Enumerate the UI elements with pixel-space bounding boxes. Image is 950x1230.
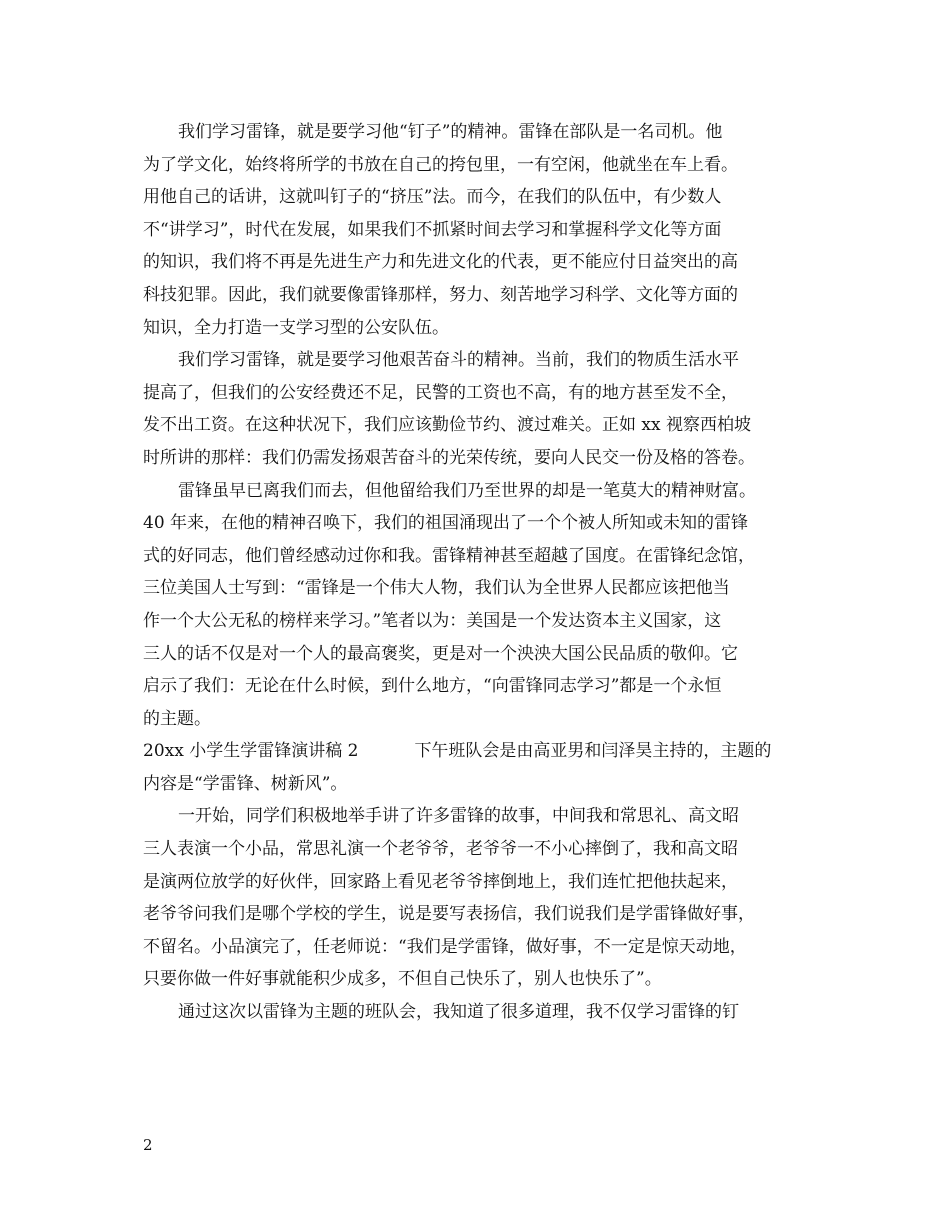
body-text <box>143 116 833 1029</box>
text-line: 的知识，我们将不再是先进生产力和先进文化的代表，更不能应付日益突出的高 <box>143 252 738 273</box>
section-continuation: 下午班队会是由高亚男和闫泽昊主持的，主题的 <box>414 741 772 762</box>
text-line: 内容是“学雷锋、树新风”。 <box>143 773 348 794</box>
text-line: 的主题。 <box>143 708 211 729</box>
text-line: 时所讲的那样：我们仍需发扬艰苦奋斗的光荣传统，要向人民交一份及格的答卷。 <box>143 447 755 468</box>
text-line: 作一个大公无私的榜样来学习。”笔者以为：美国是一个发达资本主义国家，这 <box>143 610 722 631</box>
text-line: 雷锋虽早已离我们而去，但他留给我们乃至世界的却是一笔莫大的精神财富。 <box>178 480 756 501</box>
text-line: 提高了，但我们的公安经费还不足，民警的工资也不高，有的地方甚至发不全， <box>143 382 738 403</box>
text-line: 一开始，同学们积极地举手讲了许多雷锋的故事，中间我和常思礼、高文昭 <box>178 806 739 827</box>
text-line: 只要你做一件好事就能积少成多，不但自己快乐了，别人也快乐了”。 <box>143 969 662 990</box>
text-line: 是演两位放学的好伙伴，回家路上看见老爷爷摔倒地上，我们连忙把他扶起来， <box>143 871 738 892</box>
text-line: 为了学文化，始终将所学的书放在自己的挎包里，一有空闲，他就坐在车上看。 <box>143 154 738 175</box>
text-line: 我们学习雷锋，就是要学习他艰苦奋斗的精神。当前，我们的物质生活水平 <box>178 350 739 371</box>
page-number: 2 <box>143 1136 153 1154</box>
text-line: 知识，全力打造一支学习型的公安队伍。 <box>143 317 449 338</box>
text-line: 科技犯罪。因此，我们就要像雷锋那样，努力、刻苦地学习科学、文化等方面的 <box>143 284 738 305</box>
text-line: 不留名。小品演完了，任老师说：“我们是学雷锋，做好事，不一定是惊天动地， <box>143 936 747 957</box>
section-heading-line <box>143 735 833 768</box>
text-line: 启示了我们：无论在什么时候，到什么地方，“向雷锋同志学习”都是一个永恒 <box>143 676 722 697</box>
text-line: 发不出工资。在这种状况下，我们应该勤俭节约、渡过难关。正如 xx 视察西柏坡 <box>143 415 751 436</box>
text-line: 老爷爷问我们是哪个学校的学生，说是要写表扬信，我们说我们是学雷锋做好事， <box>143 904 755 925</box>
text-line: 不“讲学习”，时代在发展，如果我们不抓紧时间去学习和掌握科学文化等方面 <box>143 219 722 240</box>
text-line: 40 年来，在他的精神召唤下，我们的祖国涌现出了一个个被人所知或未知的雷锋 <box>143 513 749 534</box>
text-line: 我们学习雷锋，就是要学习他“钉子”的精神。雷锋在部队是一名司机。他 <box>178 122 723 142</box>
text-line: 三位美国人士写到：“雷锋是一个伟大人物，我们认为全世界人民都应该把他当 <box>143 578 730 599</box>
text-line: 三人的话不仅是对一个人的最高褒奖，更是对一个泱泱大国公民品质的敬仰。它 <box>143 643 738 664</box>
text-line: 通过这次以雷锋为主题的班队会，我知道了很多道理，我不仅学习雷锋的钉 <box>178 1002 739 1023</box>
section-title: 20xx 小学生学雷锋演讲稿 2 <box>143 741 359 762</box>
text-line: 用他自己的话讲，这就叫钉子的“挤压”法。而今，在我们的队伍中，有少数人 <box>143 187 722 208</box>
text-line: 三人表演一个小品，常思礼演一个老爷爷，老爷爷一不小心摔倒了，我和高文昭 <box>143 839 738 860</box>
text-line: 式的好同志，他们曾经感动过你和我。雷锋精神甚至超越了国度。在雷锋纪念馆， <box>143 545 755 566</box>
